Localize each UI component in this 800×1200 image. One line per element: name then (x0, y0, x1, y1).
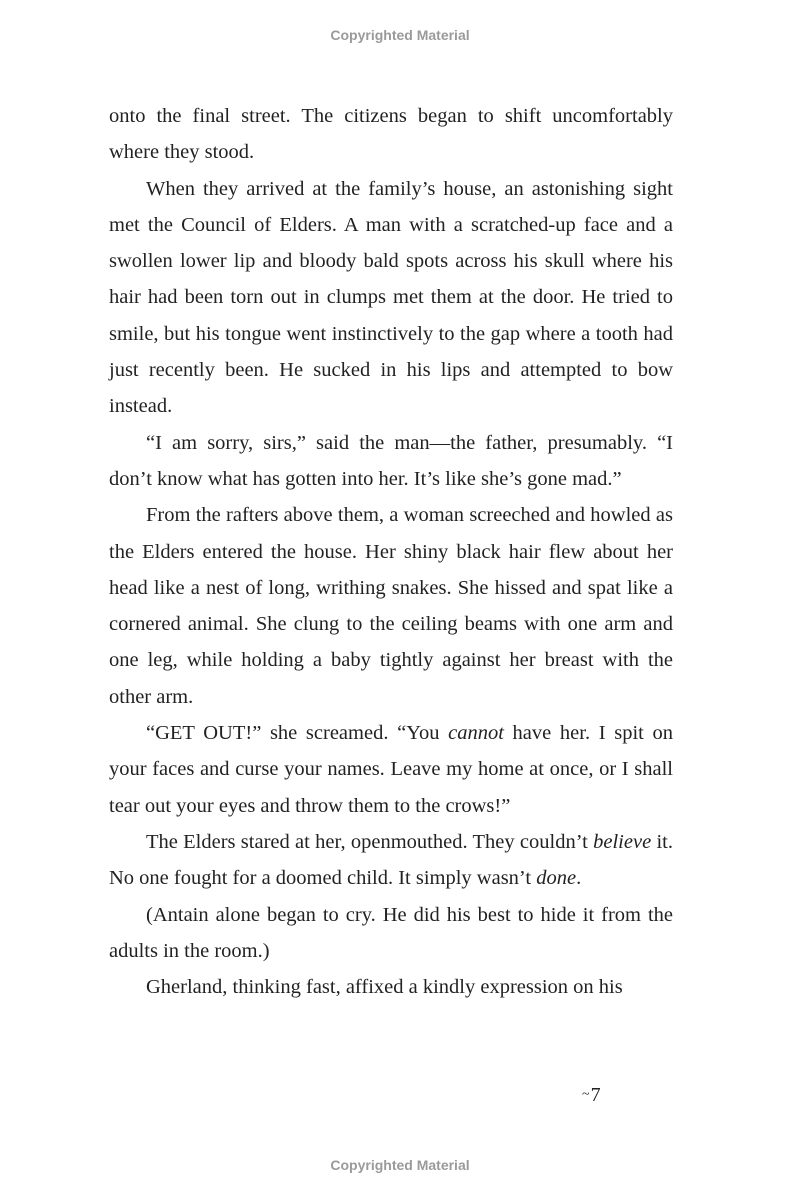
text-run: “GET OUT!” she screamed. “You (146, 722, 449, 745)
text-run: onto the final street. The citizens began to shift uncomfortably where they stood. (109, 105, 673, 164)
copyright-watermark-top: Copyrighted Material (330, 27, 470, 43)
text-run: have her. I spit on your faces and curse your names. Leave my home at once, or I shall tear out your eyes and throw them to the crows!” (109, 722, 673, 817)
text-run: it. No one fought for a doomed child. It simply wasn’t (109, 830, 673, 890)
copyright-watermark-bottom: Copyrighted Material (330, 1157, 470, 1173)
paragraph (109, 969, 673, 1005)
paragraph (109, 497, 673, 715)
paragraph (109, 98, 673, 171)
paragraph (109, 425, 673, 498)
paragraph (109, 824, 673, 897)
text-run: From the rafters above them, a woman screeched and howled as the Elders entered the house. Her shiny black hair flew about her head like a nest of long, writhing snakes. She hissed and spat like a cornered animal. She clung to the ceiling beams with one arm and one leg, while holding a baby tightly against her breast with the other arm. (109, 504, 673, 708)
page-number-value: 7 (590, 1084, 601, 1106)
text-run: The Elders stared at her, openmouthed. They couldn’t (146, 830, 594, 853)
page-number-ornament: ~ (582, 1087, 590, 1102)
paragraph (109, 171, 673, 425)
text-run: “I am sorry, sirs,” said the man—the father, presumably. “I don’t know what has gotten into her. It’s like she’s gone mad.” (109, 431, 673, 490)
italic-text: cannot (448, 722, 504, 745)
italic-text: believe (593, 830, 652, 853)
italic-text: done (536, 867, 577, 890)
text-run: Gherland, thinking fast, affixed a kindly expression on his (146, 976, 623, 999)
book-page-text (109, 98, 673, 1005)
paragraph (109, 897, 673, 970)
text-run: (Antain alone began to cry. He did his best to hide it from the adults in the room.) (109, 903, 673, 962)
page-number (582, 1084, 601, 1107)
paragraph (109, 715, 673, 824)
text-run: When they arrived at the family’s house, an astonishing sight met the Council of Elders. A man with a scratched-up face and a swollen lower lip and bloody bald spots across his skull where his hair had been torn out in clumps met them at the door. He tried to smile, but his tongue went instinctively to the gap where a tooth had just recently been. He sucked in his lips and attempted to bow instead. (109, 177, 673, 418)
text-run: . (576, 867, 582, 890)
